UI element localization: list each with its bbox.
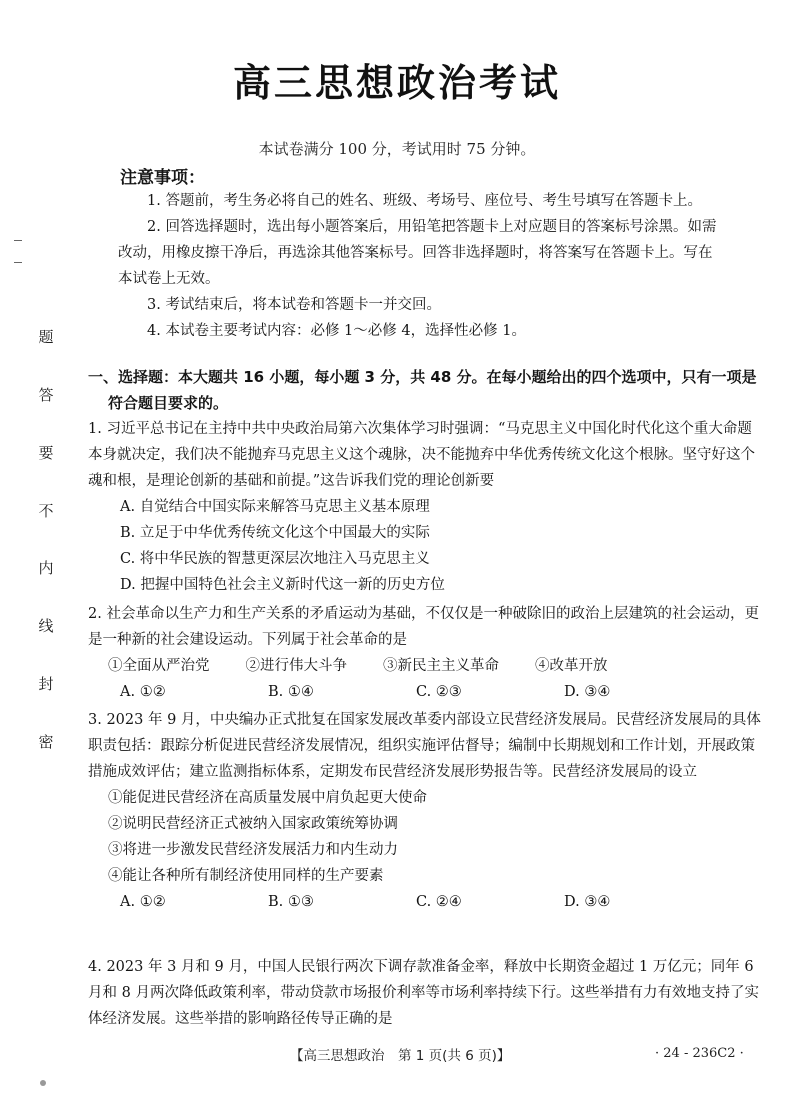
option-row: [88, 679, 763, 705]
notice-item: 3. 考试结束后，将本试卷和答题卡一并交回。: [147, 297, 441, 313]
question-stem: 2. 社会革命以生产力和生产关系的矛盾运动为基础，不仅仅是一种破除旧的政治上层建筑的社会运动，更是一种新的社会建设运动。下列属于社会革命的是: [88, 606, 759, 648]
statement-item: ②进行伟大斗争: [245, 658, 347, 674]
option-a: A. ①②: [120, 684, 166, 700]
binding-char: 题: [38, 328, 54, 346]
binding-char: 内: [38, 559, 54, 578]
statement-item: ③将进一步激发民营经济发展活力和内生动力: [108, 842, 398, 858]
option-b: B. ①③: [268, 894, 314, 910]
margin-tick: [14, 240, 22, 241]
question-3: [88, 707, 763, 915]
margin-tick: [14, 262, 22, 263]
option-row: [88, 889, 763, 915]
option-c: C. ②③: [416, 684, 462, 700]
notice-item: 2. 回答选择题时，选出每小题答案后，用铅笔把答题卡上对应题目的答案标号涂黑。如需改动，用橡皮擦干净后，再选涂其他答案标号。回答非选择题时，将答案写在答题卡上。写在本试卷上无效。: [118, 219, 717, 287]
option-b: B. ①④: [268, 684, 314, 700]
question-stem: 3. 2023 年 9 月，中央编办正式批复在国家发展改革委内部设立民营经济发展局。民营经济发展局的具体职责包括：跟踪分析促进民营经济发展情况，组织实施评估督导；编制中长期规划和工作计划，开展政策措施成效评估；建立监测指标体系，定期发布民营经济发展形势报告等。民营经济发展局的设立: [88, 712, 761, 780]
exam-info: 本试卷满分 100 分，考试用时 75 分钟。: [258, 140, 536, 158]
section-heading: [88, 364, 760, 416]
option-c: C. 将中华民族的智慧更深层次地注入马克思主义: [120, 551, 430, 567]
option-d: D. ③④: [564, 894, 611, 910]
section-heading-line1: 一、选择题：本大题共 16 小题，每小题 3 分，共 48 分。在每小题给出的四个选项中，只有一项是: [88, 368, 757, 386]
question-stem: 4. 2023 年 3 月和 9 月，中国人民银行两次下调存款准备金率，释放中长期资金超过 1 万亿元；同年 6 月和 8 月两次降低政策利率，带动贷款市场报价利率等市场利率持续下行。这些举措有力有效地支持了实体经济发展。这些举措的影响路径传导正确的是: [88, 959, 759, 1027]
option-a: A. ①②: [120, 894, 166, 910]
binding-char: 密: [38, 732, 54, 751]
notice-list: [118, 188, 723, 344]
statement-item: ④改革开放: [535, 658, 608, 674]
binding-char: 封: [38, 675, 54, 694]
binding-margin: [28, 330, 64, 750]
statement-item: ③新民主主义革命: [383, 658, 499, 674]
question-1: [88, 416, 763, 598]
option-d: D. 把握中国特色社会主义新时代这一新的历史方位: [120, 577, 445, 593]
statement-item: ①能促进民营经济在高质量发展中肩负起更大使命: [108, 790, 427, 806]
exam-code: · 24 - 236C2 ·: [655, 1046, 744, 1061]
option-d: D. ③④: [564, 684, 611, 700]
binding-char: 答: [38, 385, 54, 404]
notice-item: 1. 答题前，考生务必将自己的姓名、班级、考场号、座位号、考生号填写在答题卡上。: [147, 193, 702, 209]
section-heading-line2: 符合题目要求的。: [108, 394, 229, 412]
binding-char: 不: [38, 501, 54, 520]
margin-dot: [40, 1080, 46, 1086]
statement-item: ②说明民营经济正式被纳入国家政策统筹协调: [108, 816, 398, 832]
option-a: A. 自觉结合中国实际来解答马克思主义基本原理: [120, 499, 430, 515]
question-2: [88, 601, 763, 705]
notice-item: 4. 本试卷主要考试内容：必修 1～必修 4，选择性必修 1。: [147, 323, 526, 339]
binding-char: 线: [38, 617, 54, 636]
binding-char: 要: [38, 443, 54, 462]
notice-heading: 注意事项：: [120, 168, 205, 188]
question-stem: 1. 习近平总书记在主持中共中央政治局第六次集体学习时强调：“马克思主义中国化时代化这个重大命题本身就决定，我们决不能抛弃马克思主义这个魂脉，决不能抛弃中华优秀传统文化这个根脉。坚守好这个魂和根，是理论创新的基础和前提。”这告诉我们党的理论创新要: [88, 421, 755, 489]
page-footer: 【高三思想政治 第 1 页(共 6 页)】: [290, 1048, 511, 1064]
statement-item: ①全面从严治党: [108, 658, 210, 674]
statement-item: ④能让各种所有制经济使用同样的生产要素: [108, 868, 384, 884]
statement-row: [88, 653, 763, 679]
question-4: [88, 954, 763, 1032]
option-c: C. ②④: [416, 894, 462, 910]
option-b: B. 立足于中华优秀传统文化这个中国最大的实际: [120, 525, 430, 541]
page-title: 高三思想政治考试: [232, 61, 561, 105]
